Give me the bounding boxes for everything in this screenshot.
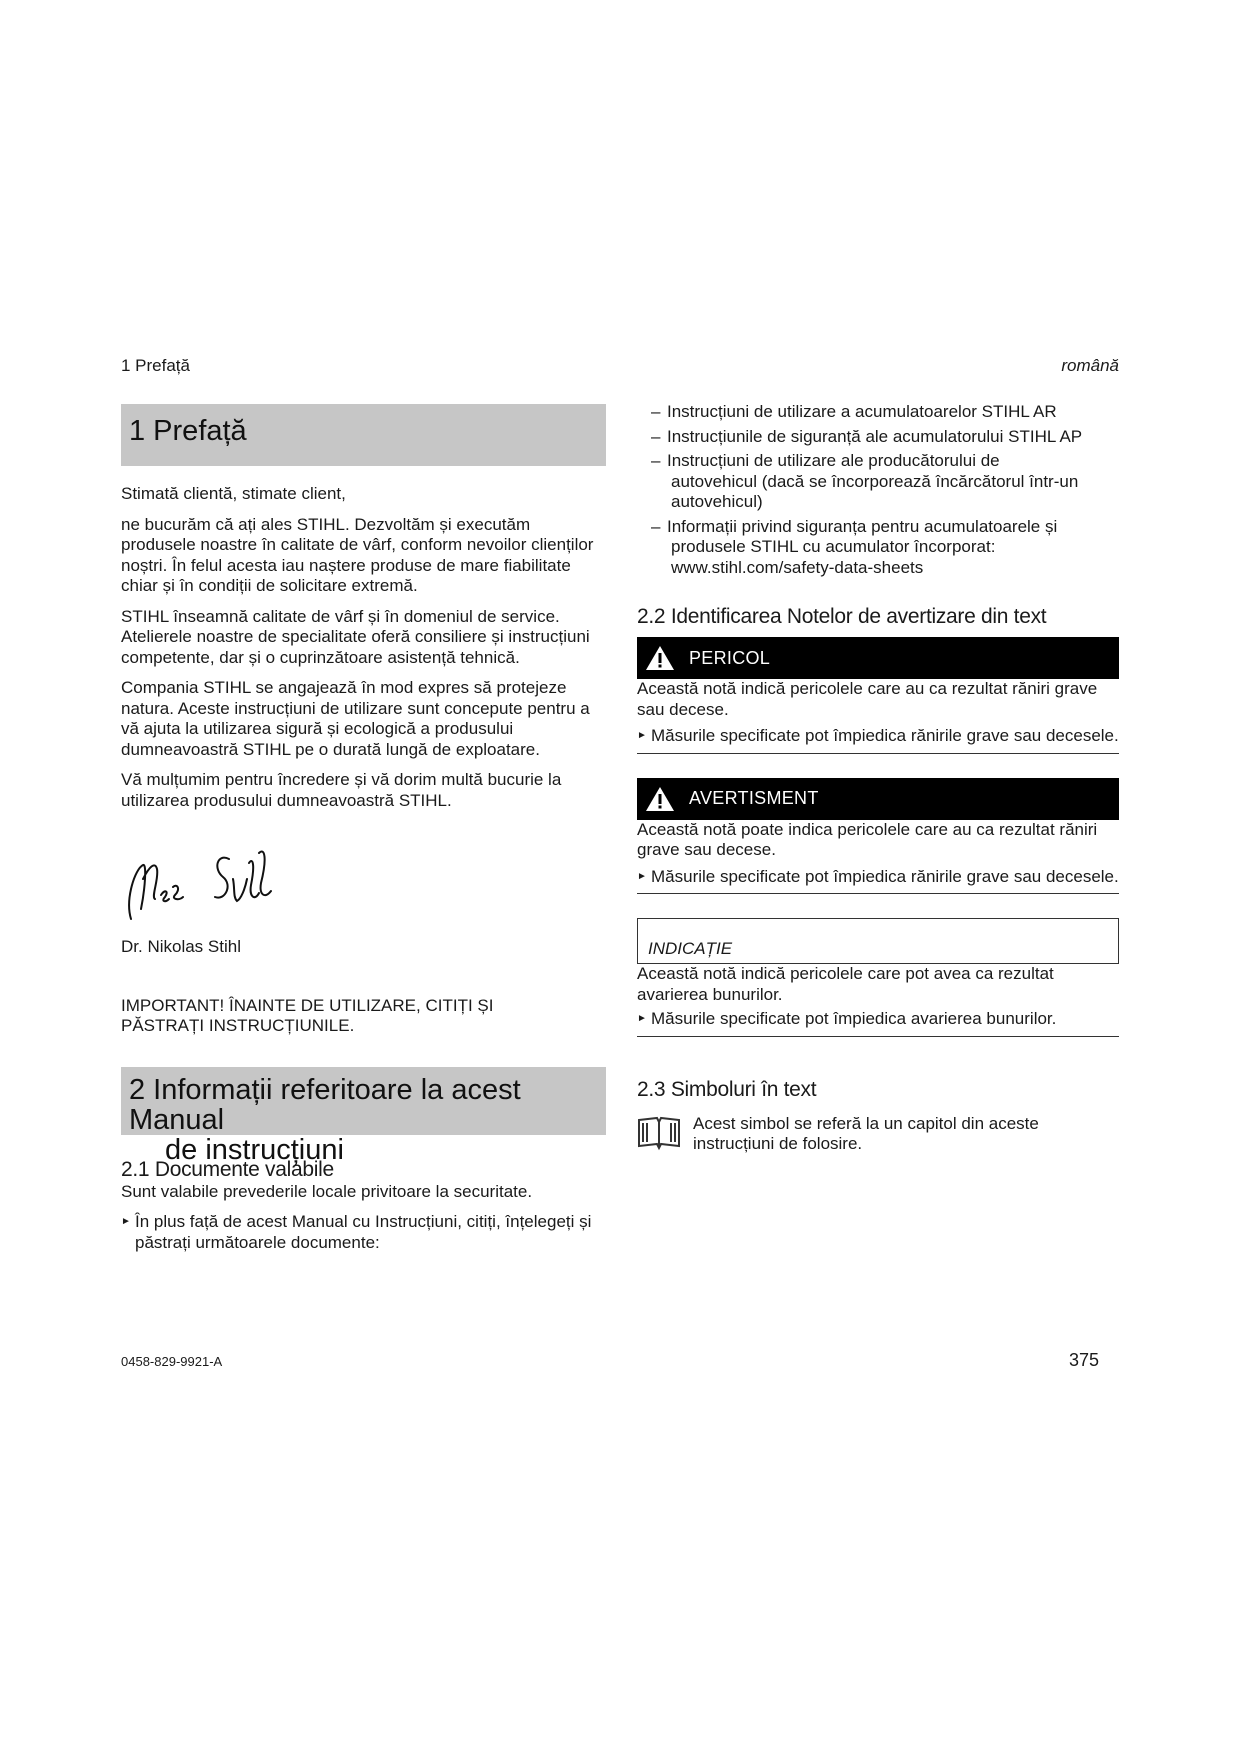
signature (121, 839, 606, 929)
danger-text: Această notă indică pericolele care au ca rezultat răniri grave sau decese. (637, 679, 1098, 719)
subsection-2-2-title: 2.2 Identificarea Notelor de avertizare din text (637, 605, 1047, 628)
preface-paragraph-4: Vă mulțumim pentru încredere și vă dorim multă bucurie la utilizarea produsului dumneavoastră STIHL. (121, 770, 562, 810)
running-header-left: 1 Prefață (121, 356, 190, 375)
document-item-text: Instrucțiuni de utilizare a acumulatoarelor STIHL AR (667, 402, 1057, 421)
bullet-triangle-icon: ► (121, 1216, 131, 1227)
document-item-text-cont: produsele STIHL cu acumulator încorporat: www.stihl.com/safety-data-sheets (671, 537, 996, 577)
left-column (121, 404, 606, 1253)
warning-triangle-icon (645, 645, 675, 671)
document-item: – Instrucțiuni de utilizare ale producătorului de autovehicul (dacă se încorporează încărcătorul într-un autovehicul) (637, 451, 1119, 513)
signer-name: Dr. Nikolas Stihl (121, 937, 241, 956)
page-number: 375 (1068, 1350, 1099, 1370)
note-bullet (637, 1009, 1119, 1030)
document-item: – Instrucțiunile de siguranță ale acumulatorului STIHL AP (651, 426, 1083, 446)
warning-label: AVERTISMENT (689, 788, 819, 808)
document-item: – Instrucțiuni de utilizare a acumulatoarelor STIHL AR (651, 402, 1057, 421)
bullet-text: Măsurile specificate pot împiedica rănirile grave sau decesele. (651, 866, 1119, 886)
book-icon (637, 1114, 681, 1152)
preface-heading (121, 404, 606, 466)
preface-paragraph-3: Compania STIHL se angajează în mod expres să protejeze natura. Aceste instrucțiuni de utilizare sunt concepute pentru a vă ajuta la utilizarea sigură și ecologică a produsului dumneavoastră STIHL pe o durată lungă de exploatare. (121, 678, 590, 759)
bullet-text: Măsurile specificate pot împiedica avarierea bunurilor. (651, 1009, 1057, 1028)
bullet-text: Măsurile specificate pot împiedica rănirile grave sau decesele. (651, 726, 1119, 745)
signature-image (121, 839, 291, 929)
preface-title: 1 Prefață (129, 415, 247, 447)
warning-text: Această notă poate indica pericolele care au ca rezultat răniri grave sau decese. (637, 819, 1098, 859)
subsection-2-1-title: 2.1 Documente valabile (121, 1157, 334, 1181)
bullet-triangle-icon: ► (637, 1013, 647, 1024)
warning-bullet (637, 867, 1119, 888)
documents-list (637, 402, 1119, 578)
note-text: Această notă indică pericolele care pot avea ca rezultat avarierea bunurilor. (637, 964, 1054, 1004)
symbol-description: Acest simbol se referă la un capitol din aceste instrucțiuni de folosire. (693, 1113, 1039, 1153)
subsection-2-1-bullet (121, 1212, 606, 1253)
warning-triangle-icon (645, 786, 675, 812)
preface-paragraph-2: STIHL înseamnă calitate de vârf și în domeniul de service. Atelierele noastre de specialitate oferă consiliere și instrucțiuni competente, dar și o cuprinzătoare asistență tehnică. (121, 606, 590, 667)
warning-notice (637, 778, 1119, 895)
danger-bar (637, 637, 1119, 679)
danger-bullet (637, 726, 1119, 747)
document-item-text: Informații privind siguranța pentru acumulatoarele și (667, 516, 1058, 536)
document-item-text: Instrucțiunile de siguranță ale acumulatorului STIHL AP (667, 426, 1083, 446)
important-notice: IMPORTANT! ÎNAINTE DE UTILIZARE, CITIȚI ȘI PĂSTRAȚI INSTRUCȚIUNILE. (121, 995, 494, 1035)
note-box (637, 918, 1119, 964)
document-item-text-cont: autovehicul (dacă se încorporează încărcătorul într-un autovehicul) (671, 471, 1079, 511)
running-header-language: română (1061, 356, 1119, 375)
note-notice (637, 918, 1119, 1037)
document-item-text: Instrucțiuni de utilizare ale producătorului de (667, 451, 1000, 470)
subsection-2-3-title: 2.3 Simboluri în text (637, 1077, 817, 1101)
section2-title-line1: 2 Informații referitoare la acest Manual (129, 1073, 521, 1136)
bullet-triangle-icon: ► (637, 730, 647, 741)
danger-label: PERICOL (689, 647, 771, 668)
document-item: – Informații privind siguranța pentru acumulatoarele și produsele STIHL cu acumulator încorporat: www.stihl.com/safety-data-sheets (637, 517, 1119, 579)
symbol-row (637, 1114, 1119, 1155)
preface-paragraph-1: ne bucurăm că ați ales STIHL. Dezvoltăm și executăm produsele noastre în calitate de vârf, conform nevoilor clienților noștri. În felul acesta iau naștere produse de mare fiabilitate chiar și în condiții de solicitare extremă. (121, 514, 594, 595)
document-code: 0458-829-9921-A (121, 1354, 223, 1369)
note-label: INDICAȚIE (648, 939, 733, 958)
bullet-triangle-icon: ► (637, 870, 647, 882)
subsection-2-1-text: Sunt valabile prevederile locale privitoare la securitate. (121, 1181, 533, 1201)
greeting: Stimată clientă, stimate client, (121, 484, 346, 503)
bullet-text: În plus față de acest Manual cu Instrucțiuni, citiți, înțelegeți și păstrați următoarele documente: (135, 1212, 592, 1252)
danger-notice (637, 637, 1119, 754)
section2-title-line2: de instrucțiuni (165, 1133, 344, 1166)
right-column (637, 402, 1119, 1155)
section2-heading (121, 1067, 606, 1166)
warning-bar (637, 778, 1119, 820)
